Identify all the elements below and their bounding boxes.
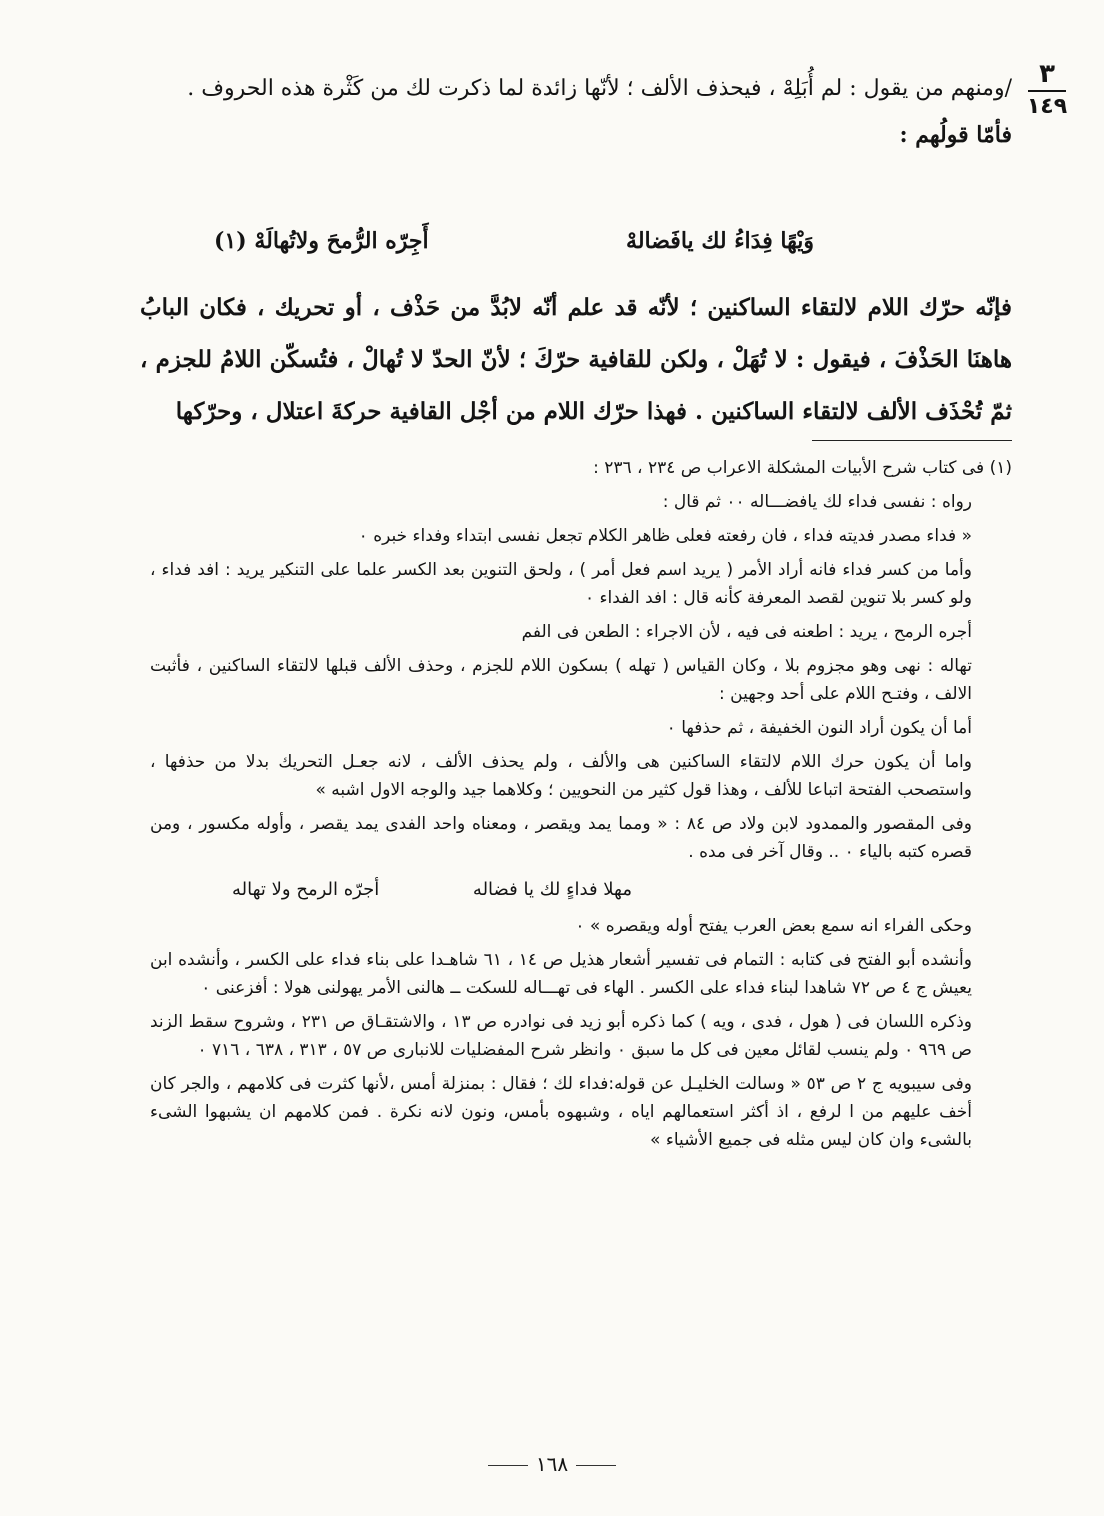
footnote-line: وفى سيبويه ج ٢ ص ٥٣ « وسالت الخليـل عن قوله:فداء لك ؛ فقال : بمنزلة أمس ،لأنها كثرت فى كلامهم ، والجر كان أخف عليهم من ا لرفع ، اذ أكثر استعمالهم اياه ، وشبهوه بأمس، ونون لانه نكرة . فمن كلامهم ان يشبهوا الشىء بالشىء وان كان ليس مثله فى جميع الأشياء » bbox=[150, 1074, 972, 1150]
footnote-line: تهاله : نهى وهو مجزوم بلا ، وكان القياس ( تهله ) بسكون اللام للجزم ، وحذف الألف قبلها لالتقاء الساكنين ، فأثبت الالف ، وفتـح اللام على أحد وجهين : bbox=[150, 656, 972, 704]
footer-dash bbox=[576, 1465, 616, 1466]
page-footer bbox=[0, 1452, 1104, 1476]
verse-line bbox=[214, 228, 814, 254]
footnote-line: « فداء مصدر فديته فداء ، فان رفعته فعلى ظاهر الكلام تجعل نفسى ابتداء وفداء خبره ٠ bbox=[358, 526, 972, 546]
page-number: ١٦٨ bbox=[535, 1452, 569, 1476]
footnote-line: واما أن يكون حرك اللام لالتقاء الساكنين هى والألف ، ولم يحذف الألف ، لانه جعـل التحريك بدلا من حذفها ، واستصحب الفتحة اتباعا للألف ، وهذا قول كثير من النحويين ؛ وكلاهما جيد والوجه الاول اشبه » bbox=[150, 752, 972, 800]
margin-ref-rule bbox=[1028, 90, 1066, 92]
footer-dash bbox=[488, 1465, 528, 1466]
main-paragraph-2: فأمّا قولُهم : bbox=[899, 122, 1012, 148]
footnote-verse bbox=[232, 876, 632, 904]
main-text bbox=[150, 66, 1012, 158]
verse-hemistich-left: أَجِرّه الرُّمحَ ولاتُهالَهْ (١) bbox=[214, 228, 429, 254]
margin-ref-bottom: ١٤٩ bbox=[1026, 94, 1068, 119]
margin-ref-top: ٣ bbox=[1039, 59, 1055, 89]
footnote-line: أما أن يكون أراد النون الخفيفة ، ثم حذفها ٠ bbox=[666, 718, 972, 738]
footnote-1: (١) فى كتاب شرح الأبيات المشكلة الاعراب ص ٢٣٤ ، ٢٣٦ : bbox=[593, 458, 1012, 478]
footnote-line: رواه : نفسى فداء لك يافضـــاله ٠٠ ثم قال : bbox=[662, 492, 972, 512]
footnotes bbox=[150, 454, 1012, 1160]
footnote-line: وذكره اللسان فى ( هول ، فدى ، ويه ) كما ذكره أبو زيد فى نوادره ص ١٣ ، والاشتقـاق ص ٢٣١ ، وشروح سقط الزند ص ٩٦٩ ٠ ولم ينسب لقائل معين فى كل ما سبق ٠ وانظر شرح المفضليات للانبارى ص ٥٧ ، ٣١٣ ، ٦٣٨ ، ٧١٦ ٠ bbox=[150, 1012, 972, 1060]
margin-reference bbox=[1024, 60, 1070, 120]
footnote-line: وأنشده أبو الفتح فى كتابه : التمام فى تفسير أشعار هذيل ص ١٤ ، ٦١ شاهـدا على بناء فداء على الكسر ، وأنشده ابن يعيش ج ٤ ص ٧٢ شاهدا لبناء فداء على الكسر . الهاء فى تهـــاله للسكت ــ هالنى الأمر يهولنى هولا : أفزعنى ٠ bbox=[150, 950, 972, 998]
footnote-line: أجره الرمح ، يريد : اطعنه فى فيه ، لأن الاجراء : الطعن فى الفم bbox=[521, 622, 972, 642]
footnote-line: وأما من كسر فداء فانه أراد الأمر ( يريد اسم فعل أمر ) ، ولحق التنوين بعد الكسر علما على التنكير يريد : افد فداء ، ولو كسر بلا تنوين لقصد المعرفة كأنه قال : افد الفداء ٠ bbox=[150, 560, 972, 608]
footnote-verse-left: أجرّه الرمح ولا تهاله bbox=[232, 879, 380, 900]
verse-hemistich-right: وَيْهًا فِدَاءُ لك يافَضالهْ bbox=[626, 228, 814, 254]
main-paragraph-1: /ومنهم من يقول : لم أُبَلِهْ ، فيحذف الألف ؛ لأنّها زائدة لما ذكرت لك من كَثْرة هذه الحروف . bbox=[187, 76, 1012, 101]
footnote-verse-right: مهلا فداءٍ لك يا فضاله bbox=[472, 879, 632, 900]
main-text-2 bbox=[140, 282, 1012, 438]
footnote-line: وفى المقصور والممدود لابن ولاد ص ٨٤ : « ومما يمد ويقصر ، ومعناه واحد الفدى يمد يقصر ، وأوله مكسور ، ومن قصره كتبه بالياء ٠ .. وقال آخر فى مده . bbox=[150, 814, 972, 862]
footnote-divider bbox=[812, 440, 1012, 441]
main-paragraph-3: فإنّه حرّك اللام لالتقاء الساكنين ؛ لأنّه قد علم أنّه لابُدَّ من حَذْف ، أو تحريك ، فكان البابُ هاهنَا الحَذْفَ ، فيقول : لا تُهَلْ ، ولكن للقافية حرّكَ ؛ لأنّ الحدّ لا تُهالْ ، فتُسكّن اللامُ للجزم ، ثمّ تُحْذَف الألف لالتقاء الساكنين . فهذا حرّك اللام من أجْل القافية حركةَ اعتلال ، وحرّكها bbox=[140, 294, 1012, 425]
footnote-line: وحكى الفراء انه سمع بعض العرب يفتح أوله ويقصره » ٠ bbox=[575, 916, 972, 936]
